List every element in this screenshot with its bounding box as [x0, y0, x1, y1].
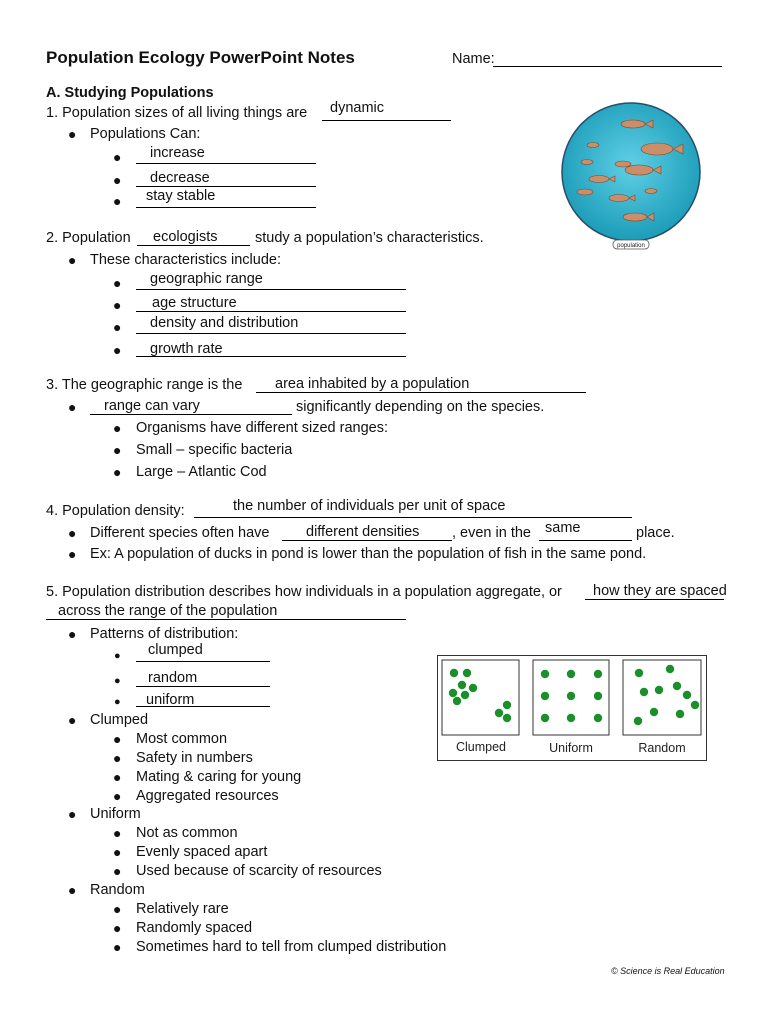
q5-answer-blank2[interactable]	[46, 601, 406, 620]
organism-dot	[503, 701, 511, 709]
q3-text: 3. The geographic range is the	[46, 377, 243, 393]
population-figure	[555, 102, 715, 258]
organism-dot	[640, 688, 648, 696]
bullet-icon: ●	[113, 275, 122, 291]
q5-answer-blank1[interactable]	[585, 581, 727, 600]
organism-dot	[594, 670, 602, 678]
q4-b1-blank1[interactable]	[282, 522, 452, 541]
q2-item: growth rate	[150, 341, 223, 357]
bullet-icon: ●	[113, 920, 122, 936]
organism-dot	[449, 689, 457, 697]
organism-dot	[673, 682, 681, 690]
q1-answer: dynamic	[330, 100, 384, 116]
population-label: population	[617, 243, 645, 249]
q1-answer-blank[interactable]	[322, 102, 451, 121]
clumped-label: Clumped	[90, 712, 149, 728]
bullet-icon: ●	[113, 901, 122, 917]
bullet-icon: ●	[113, 844, 122, 860]
bullet-icon: ●	[68, 806, 77, 822]
organism-dot	[495, 709, 503, 717]
q3-item: Large – Atlantic Cod	[136, 464, 267, 480]
bullet-icon: ●	[113, 319, 122, 335]
q1-item-blank[interactable]	[136, 145, 316, 164]
bullet-icon: ●	[113, 420, 122, 436]
q3-item: Small – specific bacteria	[136, 442, 293, 458]
q4-text: 4. Population density:	[46, 503, 185, 519]
bullet-icon: ●	[68, 399, 77, 415]
random-label: Random	[90, 882, 145, 898]
organism-dot	[655, 686, 663, 694]
organism-dot	[666, 665, 674, 673]
q5-pattern: clumped	[148, 642, 203, 658]
q2-item-blank[interactable]	[136, 293, 406, 312]
q4-b1-suffix: place.	[636, 525, 675, 541]
uniform-item: Used because of scarcity of resources	[136, 863, 382, 879]
organism-dot	[567, 714, 575, 722]
random-item: Randomly spaced	[136, 920, 253, 936]
bullet-icon: ●	[113, 825, 122, 841]
q4-b1-answer2: same	[545, 520, 581, 536]
q3-answer: area inhabited by a population	[275, 376, 470, 392]
q4-b1-middle: , even in the	[452, 525, 531, 541]
q2-sub: These characteristics include:	[90, 252, 281, 268]
section-heading: A. Studying Populations	[46, 85, 214, 101]
organism-dot	[461, 691, 469, 699]
organism-dot	[676, 710, 684, 718]
bullet-icon: ●	[113, 731, 122, 747]
bullet-icon: ●	[113, 750, 122, 766]
organism-dot	[567, 670, 575, 678]
bullet-icon: ●	[113, 172, 122, 188]
bullet-icon: ●	[113, 342, 122, 358]
bullet-icon: ●	[68, 252, 77, 268]
distribution-figure	[437, 655, 707, 761]
q2-item-blank[interactable]	[136, 271, 406, 290]
q3-answer-blank[interactable]	[256, 374, 586, 393]
uniform-caption: Uniform	[549, 741, 593, 755]
q2-text: 2. Population	[46, 230, 131, 246]
q2-answer: ecologists	[153, 229, 218, 245]
bullet-icon: ●	[68, 882, 77, 898]
random-item: Relatively rare	[136, 901, 229, 917]
bullet-icon: ●	[68, 626, 77, 642]
bullet-icon: ●	[114, 675, 121, 687]
q4-answer-blank[interactable]	[194, 499, 632, 518]
q3-bullet-answer: range can vary	[104, 398, 200, 414]
organism-dot	[683, 691, 691, 699]
q2-item: geographic range	[150, 271, 263, 287]
uniform-item: Not as common	[136, 825, 238, 841]
q1-sub: Populations Can:	[90, 126, 201, 142]
q5-answer-line1: how they are spaced	[593, 583, 727, 599]
q5-pattern-blank[interactable]	[136, 668, 270, 687]
clumped-item: Safety in numbers	[136, 750, 253, 766]
bullet-icon: ●	[113, 193, 122, 209]
organism-dot	[635, 669, 643, 677]
random-caption: Random	[638, 741, 686, 755]
q3-bullet-suffix: significantly depending on the species.	[296, 399, 545, 415]
q5-answer-line2: across the range of the population	[58, 603, 278, 619]
q1-item-blank[interactable]	[136, 189, 316, 208]
organism-dot	[541, 714, 549, 722]
bullet-icon: ●	[113, 769, 122, 785]
q4-b1-answer1: different densities	[306, 524, 420, 540]
organism-dot	[634, 717, 642, 725]
q2-item-blank[interactable]	[136, 338, 406, 357]
q2-item: density and distribution	[150, 315, 299, 331]
q2-suffix: study a population’s characteristics.	[255, 230, 484, 246]
q3-bullet-blank[interactable]	[90, 396, 292, 415]
q1-text: 1. Population sizes of all living things are	[46, 105, 308, 121]
random-item: Sometimes hard to tell from clumped distribution	[136, 939, 447, 955]
organism-dot	[541, 670, 549, 678]
organism-dot	[453, 697, 461, 705]
q1-item: decrease	[150, 170, 210, 186]
bullet-icon: ●	[68, 712, 77, 728]
q5-patterns-label: Patterns of distribution:	[90, 626, 239, 642]
clumped-caption: Clumped	[455, 740, 507, 754]
organism-dot	[567, 692, 575, 700]
bullet-icon: ●	[113, 788, 122, 804]
q5-pattern: random	[148, 670, 198, 686]
q5-pattern-blank[interactable]	[136, 688, 270, 707]
footer-credit: © Science is Real Education	[611, 966, 725, 976]
organism-dot	[541, 692, 549, 700]
q1-item-blank[interactable]	[136, 168, 316, 187]
bullet-icon: ●	[114, 696, 121, 708]
bullet-icon: ●	[68, 525, 77, 541]
bullet-icon: ●	[113, 442, 122, 458]
name-label: Name:	[452, 51, 495, 67]
organism-dot	[458, 681, 466, 689]
clumped-item: Mating & caring for young	[136, 769, 302, 785]
bullet-icon: ●	[68, 546, 77, 562]
organism-dot	[691, 701, 699, 709]
organism-dot	[650, 708, 658, 716]
organism-dot	[503, 714, 511, 722]
q2-item-blank[interactable]	[136, 315, 406, 334]
name-field[interactable]	[493, 48, 722, 67]
bullet-icon: ●	[113, 149, 122, 165]
organism-dot	[594, 714, 602, 722]
uniform-item: Evenly spaced apart	[136, 844, 268, 860]
bullet-icon: ●	[114, 650, 121, 662]
q5-pattern: uniform	[146, 692, 195, 708]
bullet-icon: ●	[113, 939, 122, 955]
organism-dot	[594, 692, 602, 700]
q4-b1-prefix: Different species often have	[90, 525, 270, 541]
q3-item: Organisms have different sized ranges:	[136, 420, 389, 436]
q4-b2: Ex: A population of ducks in pond is lower than the population of fish in the same pond.	[90, 546, 647, 562]
organism-dot	[463, 669, 471, 677]
clumped-item: Most common	[136, 731, 228, 747]
organism-dot	[450, 669, 458, 677]
q5-text: 5. Population distribution describes how individuals in a population aggregate, or	[46, 584, 562, 600]
q4-answer: the number of individuals per unit of space	[233, 498, 506, 514]
organism-dot	[469, 684, 477, 692]
uniform-label: Uniform	[90, 806, 141, 822]
q1-item: increase	[150, 145, 205, 161]
bullet-icon: ●	[113, 297, 122, 313]
q2-item: age structure	[152, 295, 237, 311]
clumped-item: Aggregated resources	[136, 788, 279, 804]
q1-item: stay stable	[146, 188, 216, 204]
q2-answer-blank[interactable]	[137, 227, 250, 246]
q5-pattern-blank[interactable]	[136, 643, 270, 662]
bullet-icon: ●	[113, 464, 122, 480]
page-title: Population Ecology PowerPoint Notes	[46, 48, 355, 67]
q4-b1-blank2[interactable]	[539, 522, 632, 541]
bullet-icon: ●	[68, 126, 77, 142]
bullet-icon: ●	[113, 863, 122, 879]
